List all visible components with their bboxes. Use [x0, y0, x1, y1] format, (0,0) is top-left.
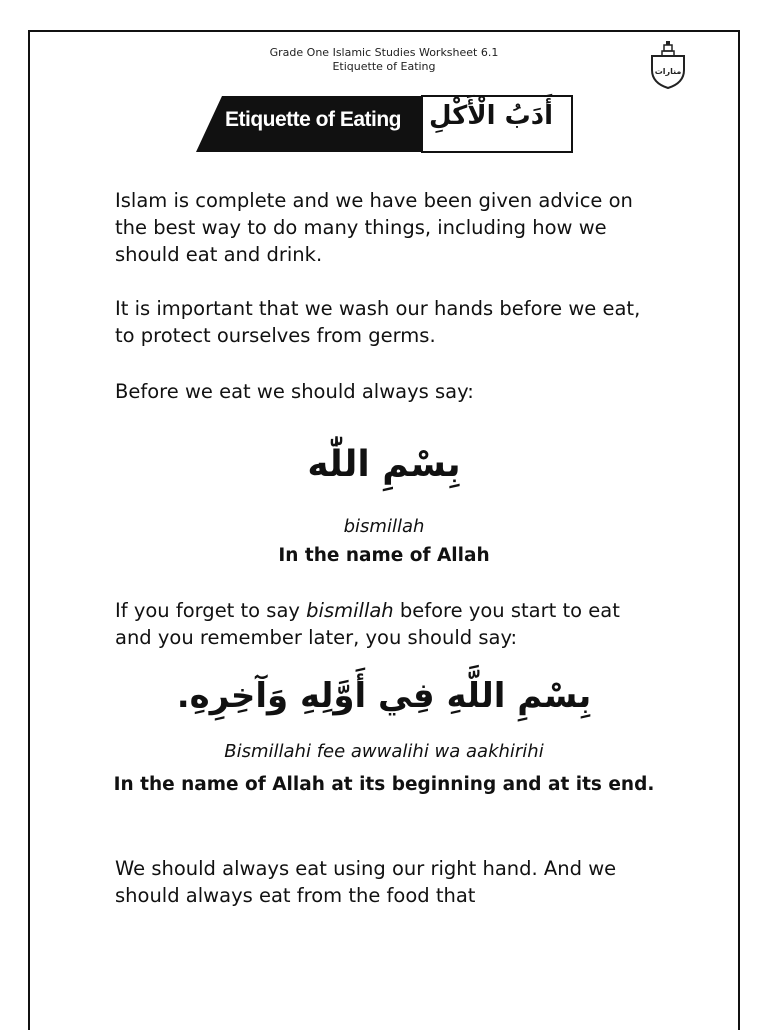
paragraph-4-start: If you forget to say	[115, 599, 307, 622]
dua-transliteration: Bismillahi fee awwalihi wa aakhirihi	[224, 741, 544, 762]
paragraph-3: Before we eat we should always say:	[115, 380, 474, 403]
right-hand-paragraph	[115, 855, 655, 909]
paragraph-2: It is important that we wash our hands before we eat, to protect ourselves from germs.	[115, 297, 641, 347]
title-banner	[194, 95, 574, 153]
worksheet-title: Grade One Islamic Studies Worksheet 6.1	[269, 46, 499, 59]
title-english: Etiquette of Eating	[225, 108, 401, 131]
dua-arabic: بِسْمِ اللَّهِ فِي أَوَّلِهِ وَآخِرِهِ.	[176, 676, 592, 716]
bismillah-arabic: بِسْمِ اللّٰه	[307, 444, 461, 485]
paragraph-5: We should always eat using our right hand. And we should always eat from the food that	[115, 857, 617, 907]
paragraph-1: Islam is complete and we have been given advice on the best way to do many things, including how we should eat and drink.	[115, 189, 633, 266]
bismillah-meaning: In the name of Allah	[278, 545, 490, 566]
dua-meaning: In the name of Allah at its beginning and at its end.	[113, 774, 655, 795]
title-arabic: أَدَبُ الْأَكْلِ	[428, 101, 554, 131]
hygiene-paragraph	[115, 295, 655, 349]
intro-paragraph	[115, 187, 655, 268]
paragraph-4	[115, 597, 655, 651]
paragraph-4-italic: bismillah	[306, 599, 394, 622]
school-crest-icon	[644, 40, 692, 90]
before-eating-paragraph	[115, 378, 655, 405]
worksheet-subtitle: Etiquette of Eating	[332, 60, 436, 73]
bismillah-transliteration: bismillah	[343, 516, 425, 537]
paragraph-4-end: before you start to eat and you remember later, you should say:	[115, 599, 620, 649]
logo-text: منارات	[654, 67, 682, 76]
forget-paragraph	[115, 597, 655, 651]
